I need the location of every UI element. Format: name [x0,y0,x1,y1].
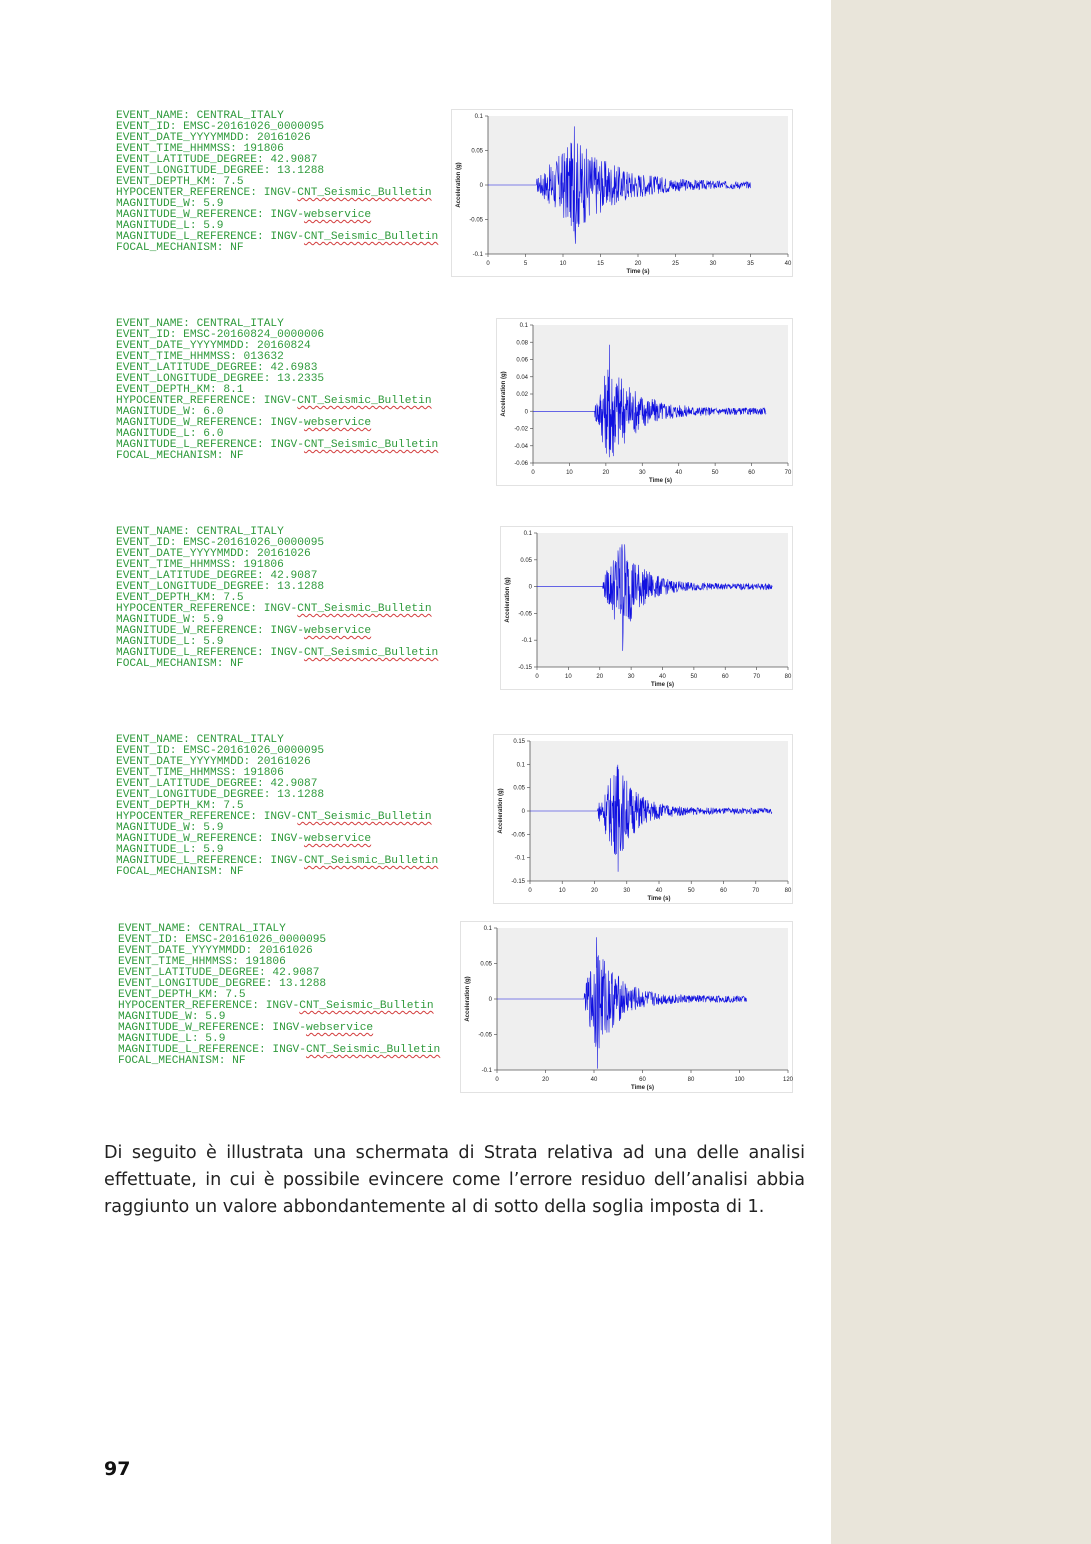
accelerogram-chart-1 [452,110,792,276]
spellcheck-underlined-text: CNT_Seismic_Bulletin [303,855,439,867]
x-axis-label: Time (s) [631,1085,654,1091]
y-tick-label: -0.15 [511,879,525,885]
metadata-text: FOCAL_MECHANISM: NF [116,866,244,878]
y-tick-label: -0.1 [472,252,483,258]
metadata-line [116,659,438,670]
x-tick-label: 0 [486,261,490,267]
x-tick-label: 80 [784,888,792,894]
metadata-text: MAGNITUDE_L: 5.9 [118,1033,226,1045]
x-axis-label: Time (s) [651,682,674,688]
x-tick-label: 80 [687,1077,695,1083]
spellcheck-underlined-text: CNT_Seismic_Bulletin [303,231,439,243]
metadata-text: MAGNITUDE_W: 6.0 [116,406,224,418]
metadata-text: EVENT_DEPTH_KM: 7.5 [118,989,246,1001]
metadata-text: MAGNITUDE_W_REFERENCE: INGV- [116,625,304,637]
y-axis-label: Acceleration (g) [465,976,471,1022]
x-axis-label: Time (s) [649,478,672,484]
spellcheck-underlined-text: CNT_Seismic_Bulletin [297,811,432,823]
metadata-text: HYPOCENTER_REFERENCE: INGV- [116,603,298,615]
metadata-text: EVENT_DATE_YYYYMMDD: 20161026 [116,132,311,144]
metadata-line [116,243,438,254]
y-tick-label: 0.05 [471,148,483,155]
metadata-text: MAGNITUDE_W_REFERENCE: INGV- [116,833,304,845]
y-tick-label: -0.05 [478,1032,492,1039]
metadata-text: MAGNITUDE_L: 5.9 [116,844,224,856]
y-tick-label: 0.05 [480,961,492,968]
metadata-text: EVENT_NAME: CENTRAL_ITALY [116,526,284,538]
y-tick-label: -0.1 [481,1068,492,1074]
y-tick-label: 0.05 [513,785,525,792]
x-tick-label: 40 [675,470,683,476]
spellcheck-underlined-text: webservice [303,417,372,429]
metadata-text: HYPOCENTER_REFERENCE: INGV- [116,811,298,823]
metadata-text: EVENT_LONGITUDE_DEGREE: 13.1288 [116,789,325,801]
x-tick-label: 10 [565,674,572,680]
event-metadata-4 [116,735,438,878]
plot-area [537,533,788,667]
chart-svg [501,527,792,689]
metadata-text: MAGNITUDE_W_REFERENCE: INGV- [116,417,304,429]
x-tick-label: 70 [752,888,760,894]
y-tick-label: -0.1 [514,855,525,862]
metadata-text: FOCAL_MECHANISM: NF [116,658,244,670]
x-tick-label: 10 [566,470,573,476]
x-tick-label: 60 [720,888,727,894]
metadata-text: EVENT_LONGITUDE_DEGREE: 13.1288 [118,978,327,990]
y-tick-label: 0.1 [523,531,532,537]
spellcheck-underlined-text: CNT_Seismic_Bulletin [305,1044,441,1056]
x-tick-label: 0 [531,470,535,476]
x-tick-label: 30 [627,674,635,680]
x-tick-label: 60 [721,674,729,680]
metadata-text: EVENT_LONGITUDE_DEGREE: 13.2335 [116,373,325,385]
metadata-text: EVENT_NAME: CENTRAL_ITALY [116,318,284,330]
metadata-line [116,867,438,878]
metadata-text: EVENT_DATE_YYYYMMDD: 20161026 [116,548,311,560]
x-tick-label: 70 [753,674,760,680]
y-tick-label: 0.08 [516,340,528,347]
metadata-text: HYPOCENTER_REFERENCE: INGV- [116,187,298,199]
spellcheck-underlined-text: webservice [305,1022,374,1034]
spellcheck-underlined-text: webservice [303,209,372,221]
metadata-text: EVENT_NAME: CENTRAL_ITALY [116,734,284,746]
metadata-text: EVENT_TIME_HHMMSS: 191806 [116,143,284,155]
x-tick-label: 0 [535,674,539,680]
x-tick-label: 10 [558,888,566,894]
x-tick-label: 25 [672,261,679,267]
y-tick-label: -0.02 [514,426,528,433]
metadata-text: EVENT_ID: EMSC-20160824_0000006 [116,329,325,341]
spellcheck-underlined-text: CNT_Seismic_Bulletin [297,603,432,615]
y-axis-label: Acceleration (g) [501,371,507,417]
spellcheck-underlined-text: webservice [303,625,372,637]
metadata-text: EVENT_NAME: CENTRAL_ITALY [118,923,286,935]
y-tick-label: 0.1 [474,114,483,120]
metadata-text: EVENT_NAME: CENTRAL_ITALY [116,110,284,122]
y-tick-label: 0.04 [516,374,528,381]
metadata-text: EVENT_DATE_YYYYMMDD: 20161026 [118,945,313,957]
x-tick-label: 40 [655,888,663,894]
metadata-text: EVENT_ID: EMSC-20161026_0000095 [116,745,325,757]
x-tick-label: 20 [591,888,598,894]
y-tick-label: -0.04 [514,443,528,450]
x-tick-label: 40 [784,261,792,267]
x-tick-label: 5 [523,261,528,267]
metadata-text: MAGNITUDE_L_REFERENCE: INGV- [116,647,304,659]
metadata-text: EVENT_TIME_HHMMSS: 013632 [116,351,284,363]
y-axis-label: Acceleration (g) [498,788,504,834]
spellcheck-underlined-text: CNT_Seismic_Bulletin [303,647,439,659]
spellcheck-underlined-text: CNT_Seismic_Bulletin [299,1000,434,1012]
x-tick-label: 100 [734,1077,745,1083]
metadata-text: MAGNITUDE_L_REFERENCE: INGV- [116,855,304,867]
y-tick-label: 0.06 [516,357,528,364]
metadata-text: EVENT_LATITUDE_DEGREE: 42.6983 [116,362,318,374]
spellcheck-underlined-text: CNT_Seismic_Bulletin [303,439,439,451]
event-metadata-1 [116,111,438,254]
metadata-text: EVENT_ID: EMSC-20161026_0000095 [118,934,327,946]
metadata-text: EVENT_DEPTH_KM: 7.5 [116,176,244,188]
x-tick-label: 40 [659,674,666,680]
y-tick-label: 0.1 [519,323,528,329]
metadata-text: MAGNITUDE_W: 5.9 [116,822,224,834]
metadata-text: EVENT_DEPTH_KM: 7.5 [116,592,244,604]
metadata-text: EVENT_LATITUDE_DEGREE: 42.9087 [116,778,318,790]
metadata-text: EVENT_ID: EMSC-20161026_0000095 [116,537,325,549]
y-tick-label: 0 [521,809,525,815]
chart-svg [452,110,792,276]
metadata-text: MAGNITUDE_L_REFERENCE: INGV- [116,439,304,451]
metadata-text: EVENT_LONGITUDE_DEGREE: 13.1288 [116,165,325,177]
metadata-text: HYPOCENTER_REFERENCE: INGV- [118,1000,300,1012]
x-tick-label: 30 [623,888,631,894]
y-axis-label: Acceleration (g) [456,162,462,208]
metadata-text: EVENT_LATITUDE_DEGREE: 42.9087 [116,570,318,582]
x-tick-label: 0 [495,1077,499,1083]
x-tick-label: 30 [709,261,717,267]
x-tick-label: 70 [784,470,792,476]
metadata-text: EVENT_DATE_YYYYMMDD: 20161026 [116,756,311,768]
plot-area [533,325,788,463]
metadata-text: MAGNITUDE_L: 5.9 [116,220,224,232]
y-tick-label: 0.1 [483,926,492,932]
x-tick-label: 50 [690,674,698,680]
metadata-text: EVENT_TIME_HHMMSS: 191806 [116,559,284,571]
y-tick-label: -0.1 [521,638,532,645]
metadata-text: MAGNITUDE_L: 6.0 [116,428,224,440]
metadata-line [116,451,438,462]
event-metadata-5 [118,924,440,1067]
metadata-text: EVENT_ID: EMSC-20161026_0000095 [116,121,325,133]
y-tick-label: -0.06 [514,461,528,467]
metadata-text: EVENT_DEPTH_KM: 8.1 [116,384,244,396]
metadata-text: FOCAL_MECHANISM: NF [116,242,244,254]
y-tick-label: -0.15 [518,665,532,671]
metadata-text: HYPOCENTER_REFERENCE: INGV- [116,395,298,407]
metadata-text: MAGNITUDE_L: 5.9 [116,636,224,648]
y-tick-label: 0.05 [520,557,532,564]
x-tick-label: 35 [747,261,754,267]
metadata-text: EVENT_DEPTH_KM: 7.5 [116,800,244,812]
metadata-text: EVENT_LONGITUDE_DEGREE: 13.1288 [116,581,325,593]
x-tick-label: 20 [602,470,610,476]
page-side-band [831,0,1091,1544]
metadata-text: MAGNITUDE_W_REFERENCE: INGV- [116,209,304,221]
x-axis-label: Time (s) [647,896,671,902]
x-tick-label: 20 [634,261,642,267]
x-tick-label: 50 [711,470,719,476]
metadata-text: FOCAL_MECHANISM: NF [118,1055,246,1067]
x-tick-label: 40 [590,1077,598,1083]
x-tick-label: 0 [528,888,532,894]
x-axis-label: Time (s) [626,269,650,275]
metadata-text: EVENT_LATITUDE_DEGREE: 42.9087 [118,967,320,979]
x-tick-label: 20 [596,674,604,680]
x-tick-label: 50 [687,888,695,894]
x-tick-label: 10 [559,261,567,267]
chart-svg [497,319,792,485]
spellcheck-underlined-text: CNT_Seismic_Bulletin [297,395,432,407]
x-tick-label: 15 [597,261,604,267]
metadata-text: FOCAL_MECHANISM: NF [116,450,244,462]
body-paragraph: Di seguito è illustrata una schermata di Strata relativa ad una delle analisi effettuate, in cui è possibile evincere come l’errore residuo dell’analisi abbia raggiunto un valore abbondantemente al di sotto della soglia imposta di 1. [104,1143,805,1217]
x-tick-label: 60 [639,1077,646,1083]
y-tick-label: 0.1 [516,762,525,769]
event-metadata-3 [116,527,438,670]
y-tick-label: 0 [528,584,532,591]
y-tick-label: 0 [524,409,528,416]
metadata-text: MAGNITUDE_W: 5.9 [116,614,224,626]
y-tick-label: -0.05 [469,217,483,224]
chart-svg [461,922,792,1092]
spellcheck-underlined-text: webservice [303,833,372,845]
metadata-text: EVENT_LATITUDE_DEGREE: 42.9087 [116,154,318,166]
x-tick-label: 80 [784,674,792,680]
x-tick-label: 60 [748,470,755,476]
y-tick-label: 0 [488,997,492,1003]
x-tick-label: 120 [782,1077,794,1083]
accelerogram-chart-5 [461,922,792,1092]
spellcheck-underlined-text: CNT_Seismic_Bulletin [297,187,432,199]
chart-svg [494,735,792,903]
metadata-text: MAGNITUDE_W: 5.9 [118,1011,226,1023]
y-tick-label: 0.15 [513,739,525,745]
y-tick-label: 0.02 [516,392,528,398]
metadata-text: EVENT_DATE_YYYYMMDD: 20160824 [116,340,311,352]
metadata-text: MAGNITUDE_L_REFERENCE: INGV- [116,231,304,243]
accelerogram-chart-3 [501,527,792,689]
event-metadata-2 [116,319,438,462]
y-tick-label: 0 [479,183,483,189]
metadata-text: MAGNITUDE_W_REFERENCE: INGV- [118,1022,306,1034]
x-tick-label: 20 [542,1077,549,1083]
metadata-text: MAGNITUDE_W: 5.9 [116,198,224,210]
accelerogram-chart-2 [497,319,792,485]
metadata-text: MAGNITUDE_L_REFERENCE: INGV- [118,1044,306,1056]
y-tick-label: -0.05 [518,611,532,618]
page-number: 97 [104,1458,131,1480]
x-tick-label: 30 [638,470,646,476]
metadata-text: EVENT_TIME_HHMMSS: 191806 [116,767,284,779]
accelerogram-chart-4 [494,735,792,903]
metadata-text: EVENT_TIME_HHMMSS: 191806 [118,956,286,968]
y-tick-label: -0.05 [511,832,525,839]
y-axis-label: Acceleration (g) [505,577,511,623]
metadata-line [118,1056,440,1067]
